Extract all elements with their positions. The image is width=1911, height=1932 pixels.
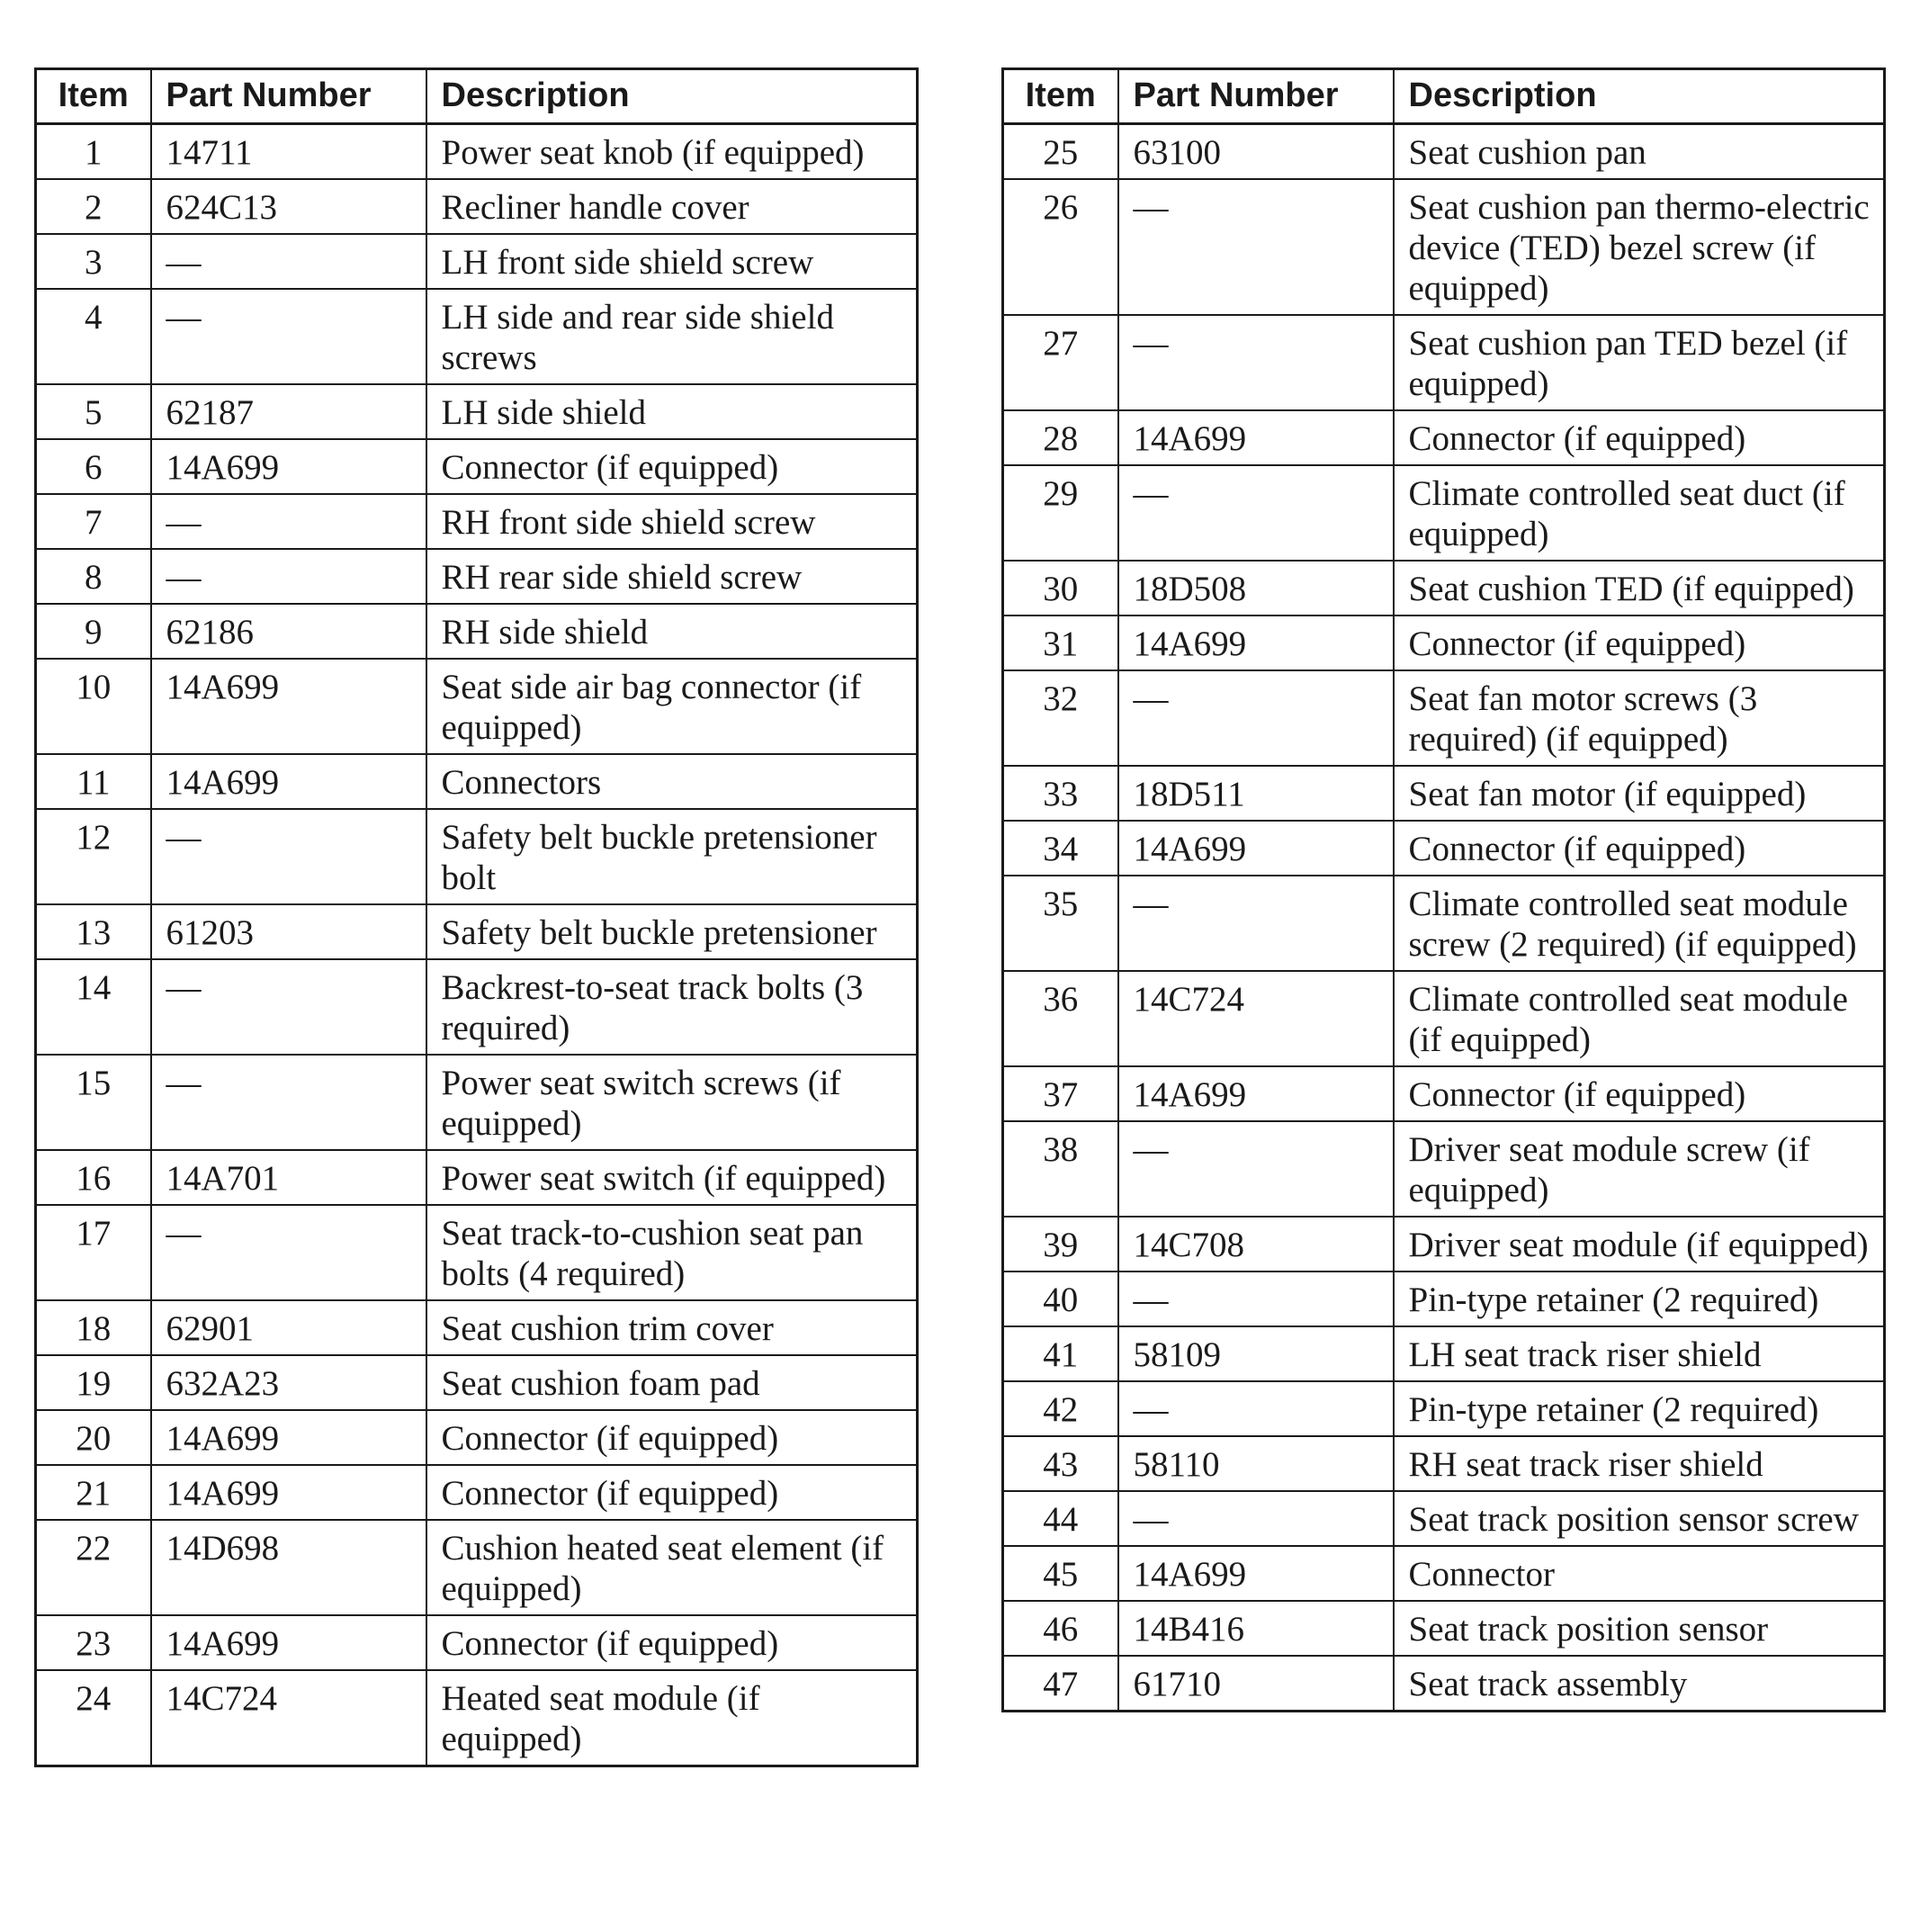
part-number-cell: 58110 bbox=[1118, 1436, 1394, 1491]
table-row bbox=[1003, 821, 1885, 876]
item-number-cell: 10 bbox=[36, 659, 151, 754]
part-number-cell: — bbox=[151, 959, 426, 1055]
part-number-cell: 14A699 bbox=[1118, 1546, 1394, 1601]
part-number-cell: 63100 bbox=[1118, 124, 1394, 180]
item-number-cell: 14 bbox=[36, 959, 151, 1055]
part-number-cell: — bbox=[1118, 876, 1394, 971]
parts-table-left-body bbox=[36, 124, 918, 1766]
description-cell: Safety belt buckle pretensioner bbox=[426, 904, 918, 959]
part-number-cell: 14A699 bbox=[151, 1410, 426, 1465]
parts-table-left bbox=[34, 67, 919, 1767]
item-number-cell: 4 bbox=[36, 289, 151, 384]
item-number-cell: 34 bbox=[1003, 821, 1118, 876]
column-header-part-number: Part Number bbox=[1118, 69, 1394, 124]
table-row bbox=[36, 289, 918, 384]
table-row bbox=[36, 549, 918, 604]
part-number-cell: 14C724 bbox=[1118, 971, 1394, 1066]
description-cell: LH seat track riser shield bbox=[1394, 1326, 1885, 1381]
description-cell: Seat fan motor (if equipped) bbox=[1394, 766, 1885, 821]
table-row bbox=[1003, 1381, 1885, 1436]
item-number-cell: 11 bbox=[36, 754, 151, 809]
part-number-cell: 14B416 bbox=[1118, 1601, 1394, 1656]
table-row bbox=[36, 439, 918, 494]
column-header-item: Item bbox=[1003, 69, 1118, 124]
description-cell: RH side shield bbox=[426, 604, 918, 659]
part-number-cell: — bbox=[1118, 1272, 1394, 1326]
part-number-cell: 14A699 bbox=[151, 1465, 426, 1520]
part-number-cell: 14A699 bbox=[151, 1615, 426, 1670]
item-number-cell: 43 bbox=[1003, 1436, 1118, 1491]
item-number-cell: 1 bbox=[36, 124, 151, 180]
description-cell: Seat track assembly bbox=[1394, 1656, 1885, 1712]
item-number-cell: 44 bbox=[1003, 1491, 1118, 1546]
table-row bbox=[1003, 1436, 1885, 1491]
description-cell: Seat cushion foam pad bbox=[426, 1355, 918, 1410]
part-number-cell: 14A701 bbox=[151, 1150, 426, 1205]
column-header-part-number: Part Number bbox=[151, 69, 426, 124]
item-number-cell: 37 bbox=[1003, 1066, 1118, 1121]
table-row bbox=[1003, 1601, 1885, 1656]
table-row bbox=[1003, 124, 1885, 180]
item-number-cell: 16 bbox=[36, 1150, 151, 1205]
description-cell: Seat cushion TED (if equipped) bbox=[1394, 561, 1885, 616]
table-row bbox=[1003, 670, 1885, 766]
table-row bbox=[36, 1355, 918, 1410]
part-number-cell: 62187 bbox=[151, 384, 426, 439]
part-number-cell: 624C13 bbox=[151, 179, 426, 234]
part-number-cell: — bbox=[1118, 1121, 1394, 1217]
table-row bbox=[1003, 876, 1885, 971]
item-number-cell: 15 bbox=[36, 1055, 151, 1150]
item-number-cell: 20 bbox=[36, 1410, 151, 1465]
description-cell: Connector (if equipped) bbox=[1394, 616, 1885, 670]
description-cell: Seat track position sensor screw bbox=[1394, 1491, 1885, 1546]
table-row bbox=[36, 1055, 918, 1150]
table-row bbox=[1003, 561, 1885, 616]
description-cell: Seat cushion pan bbox=[1394, 124, 1885, 180]
part-number-cell: 14A699 bbox=[151, 439, 426, 494]
part-number-cell: 14A699 bbox=[151, 659, 426, 754]
table-row bbox=[1003, 1546, 1885, 1601]
description-cell: Connector (if equipped) bbox=[426, 1410, 918, 1465]
table-row bbox=[36, 124, 918, 180]
table-row bbox=[1003, 616, 1885, 670]
item-number-cell: 25 bbox=[1003, 124, 1118, 180]
item-number-cell: 36 bbox=[1003, 971, 1118, 1066]
table-row bbox=[36, 1300, 918, 1355]
table-row bbox=[1003, 971, 1885, 1066]
item-number-cell: 23 bbox=[36, 1615, 151, 1670]
description-cell: Pin-type retainer (2 required) bbox=[1394, 1272, 1885, 1326]
description-cell: Backrest-to-seat track bolts (3 required) bbox=[426, 959, 918, 1055]
part-number-cell: 14A699 bbox=[1118, 1066, 1394, 1121]
description-cell: LH side and rear side shield screws bbox=[426, 289, 918, 384]
description-cell: Connector (if equipped) bbox=[426, 1615, 918, 1670]
table-row bbox=[36, 179, 918, 234]
table-row bbox=[1003, 1656, 1885, 1712]
part-number-cell: 14C708 bbox=[1118, 1217, 1394, 1272]
description-cell: Seat fan motor screws (3 required) (if equipped) bbox=[1394, 670, 1885, 766]
item-number-cell: 33 bbox=[1003, 766, 1118, 821]
description-cell: RH seat track riser shield bbox=[1394, 1436, 1885, 1491]
table-row bbox=[36, 234, 918, 289]
description-cell: Seat track-to-cushion seat pan bolts (4 required) bbox=[426, 1205, 918, 1300]
item-number-cell: 39 bbox=[1003, 1217, 1118, 1272]
item-number-cell: 38 bbox=[1003, 1121, 1118, 1217]
part-number-cell: 58109 bbox=[1118, 1326, 1394, 1381]
description-cell: Seat cushion pan TED bezel (if equipped) bbox=[1394, 315, 1885, 410]
table-header-row bbox=[1003, 69, 1885, 124]
part-number-cell: — bbox=[151, 1055, 426, 1150]
part-number-cell: — bbox=[1118, 315, 1394, 410]
table-row bbox=[36, 904, 918, 959]
part-number-cell: 18D511 bbox=[1118, 766, 1394, 821]
item-number-cell: 19 bbox=[36, 1355, 151, 1410]
part-number-cell: 632A23 bbox=[151, 1355, 426, 1410]
table-row bbox=[36, 604, 918, 659]
table-row bbox=[36, 809, 918, 904]
part-number-cell: 61710 bbox=[1118, 1656, 1394, 1712]
description-cell: Climate controlled seat module (if equipped) bbox=[1394, 971, 1885, 1066]
table-row bbox=[1003, 1326, 1885, 1381]
description-cell: Driver seat module (if equipped) bbox=[1394, 1217, 1885, 1272]
item-number-cell: 17 bbox=[36, 1205, 151, 1300]
description-cell: Heated seat module (if equipped) bbox=[426, 1670, 918, 1766]
table-row bbox=[36, 659, 918, 754]
column-header-description: Description bbox=[426, 69, 918, 124]
item-number-cell: 41 bbox=[1003, 1326, 1118, 1381]
part-number-cell: — bbox=[151, 809, 426, 904]
description-cell: Power seat switch (if equipped) bbox=[426, 1150, 918, 1205]
description-cell: Seat cushion trim cover bbox=[426, 1300, 918, 1355]
item-number-cell: 26 bbox=[1003, 179, 1118, 315]
table-row bbox=[36, 754, 918, 809]
item-number-cell: 40 bbox=[1003, 1272, 1118, 1326]
part-number-cell: 62186 bbox=[151, 604, 426, 659]
part-number-cell: 14D698 bbox=[151, 1520, 426, 1615]
part-number-cell: 14A699 bbox=[1118, 821, 1394, 876]
description-cell: Driver seat module screw (if equipped) bbox=[1394, 1121, 1885, 1217]
table-row bbox=[36, 494, 918, 549]
description-cell: RH rear side shield screw bbox=[426, 549, 918, 604]
table-row bbox=[1003, 410, 1885, 465]
item-number-cell: 46 bbox=[1003, 1601, 1118, 1656]
table-row bbox=[1003, 465, 1885, 561]
part-number-cell: — bbox=[1118, 670, 1394, 766]
table-row bbox=[36, 1520, 918, 1615]
table-row bbox=[36, 1670, 918, 1766]
description-cell: Safety belt buckle pretensioner bolt bbox=[426, 809, 918, 904]
table-row bbox=[1003, 1272, 1885, 1326]
item-number-cell: 21 bbox=[36, 1465, 151, 1520]
description-cell: Connectors bbox=[426, 754, 918, 809]
item-number-cell: 27 bbox=[1003, 315, 1118, 410]
table-row bbox=[1003, 1217, 1885, 1272]
description-cell: Recliner handle cover bbox=[426, 179, 918, 234]
part-number-cell: — bbox=[151, 234, 426, 289]
part-number-cell: 14C724 bbox=[151, 1670, 426, 1766]
description-cell: Climate controlled seat module screw (2 required) (if equipped) bbox=[1394, 876, 1885, 971]
description-cell: Connector (if equipped) bbox=[426, 1465, 918, 1520]
table-row bbox=[36, 959, 918, 1055]
description-cell: Pin-type retainer (2 required) bbox=[1394, 1381, 1885, 1436]
item-number-cell: 47 bbox=[1003, 1656, 1118, 1712]
item-number-cell: 2 bbox=[36, 179, 151, 234]
column-header-description: Description bbox=[1394, 69, 1885, 124]
table-row bbox=[1003, 766, 1885, 821]
table-row bbox=[36, 1615, 918, 1670]
item-number-cell: 6 bbox=[36, 439, 151, 494]
table-row bbox=[36, 384, 918, 439]
table-row bbox=[36, 1150, 918, 1205]
part-number-cell: 18D508 bbox=[1118, 561, 1394, 616]
table-row bbox=[1003, 315, 1885, 410]
table-row bbox=[36, 1205, 918, 1300]
item-number-cell: 18 bbox=[36, 1300, 151, 1355]
item-number-cell: 35 bbox=[1003, 876, 1118, 971]
item-number-cell: 28 bbox=[1003, 410, 1118, 465]
item-number-cell: 42 bbox=[1003, 1381, 1118, 1436]
description-cell: Power seat knob (if equipped) bbox=[426, 124, 918, 180]
parts-table-right-body bbox=[1003, 124, 1885, 1712]
description-cell: RH front side shield screw bbox=[426, 494, 918, 549]
table-header-row bbox=[36, 69, 918, 124]
part-number-cell: — bbox=[1118, 465, 1394, 561]
description-cell: Connector (if equipped) bbox=[1394, 821, 1885, 876]
table-row bbox=[1003, 1491, 1885, 1546]
part-number-cell: 14A699 bbox=[151, 754, 426, 809]
item-number-cell: 31 bbox=[1003, 616, 1118, 670]
item-number-cell: 8 bbox=[36, 549, 151, 604]
item-number-cell: 3 bbox=[36, 234, 151, 289]
description-cell: Connector bbox=[1394, 1546, 1885, 1601]
table-row bbox=[36, 1410, 918, 1465]
description-cell: LH side shield bbox=[426, 384, 918, 439]
item-number-cell: 13 bbox=[36, 904, 151, 959]
item-number-cell: 12 bbox=[36, 809, 151, 904]
part-number-cell: 61203 bbox=[151, 904, 426, 959]
part-number-cell: 62901 bbox=[151, 1300, 426, 1355]
part-number-cell: — bbox=[151, 1205, 426, 1300]
item-number-cell: 9 bbox=[36, 604, 151, 659]
column-header-item: Item bbox=[36, 69, 151, 124]
item-number-cell: 5 bbox=[36, 384, 151, 439]
item-number-cell: 7 bbox=[36, 494, 151, 549]
item-number-cell: 24 bbox=[36, 1670, 151, 1766]
description-cell: Seat cushion pan thermo-electric device (TED) bezel screw (if equipped) bbox=[1394, 179, 1885, 315]
part-number-cell: — bbox=[1118, 179, 1394, 315]
description-cell: Connector (if equipped) bbox=[1394, 410, 1885, 465]
table-row bbox=[1003, 179, 1885, 315]
description-cell: Cushion heated seat element (if equipped) bbox=[426, 1520, 918, 1615]
item-number-cell: 30 bbox=[1003, 561, 1118, 616]
item-number-cell: 45 bbox=[1003, 1546, 1118, 1601]
part-number-cell: 14A699 bbox=[1118, 616, 1394, 670]
table-row bbox=[1003, 1066, 1885, 1121]
description-cell: Seat track position sensor bbox=[1394, 1601, 1885, 1656]
parts-table-right bbox=[1001, 67, 1886, 1712]
part-number-cell: — bbox=[151, 549, 426, 604]
part-number-cell: — bbox=[1118, 1491, 1394, 1546]
item-number-cell: 22 bbox=[36, 1520, 151, 1615]
description-cell: LH front side shield screw bbox=[426, 234, 918, 289]
description-cell: Connector (if equipped) bbox=[426, 439, 918, 494]
part-number-cell: 14711 bbox=[151, 124, 426, 180]
description-cell: Seat side air bag connector (if equipped) bbox=[426, 659, 918, 754]
part-number-cell: — bbox=[151, 289, 426, 384]
description-cell: Connector (if equipped) bbox=[1394, 1066, 1885, 1121]
description-cell: Power seat switch screws (if equipped) bbox=[426, 1055, 918, 1150]
part-number-cell: 14A699 bbox=[1118, 410, 1394, 465]
table-row bbox=[36, 1465, 918, 1520]
description-cell: Climate controlled seat duct (if equipped) bbox=[1394, 465, 1885, 561]
part-number-cell: — bbox=[1118, 1381, 1394, 1436]
part-number-cell: — bbox=[151, 494, 426, 549]
item-number-cell: 29 bbox=[1003, 465, 1118, 561]
item-number-cell: 32 bbox=[1003, 670, 1118, 766]
table-row bbox=[1003, 1121, 1885, 1217]
